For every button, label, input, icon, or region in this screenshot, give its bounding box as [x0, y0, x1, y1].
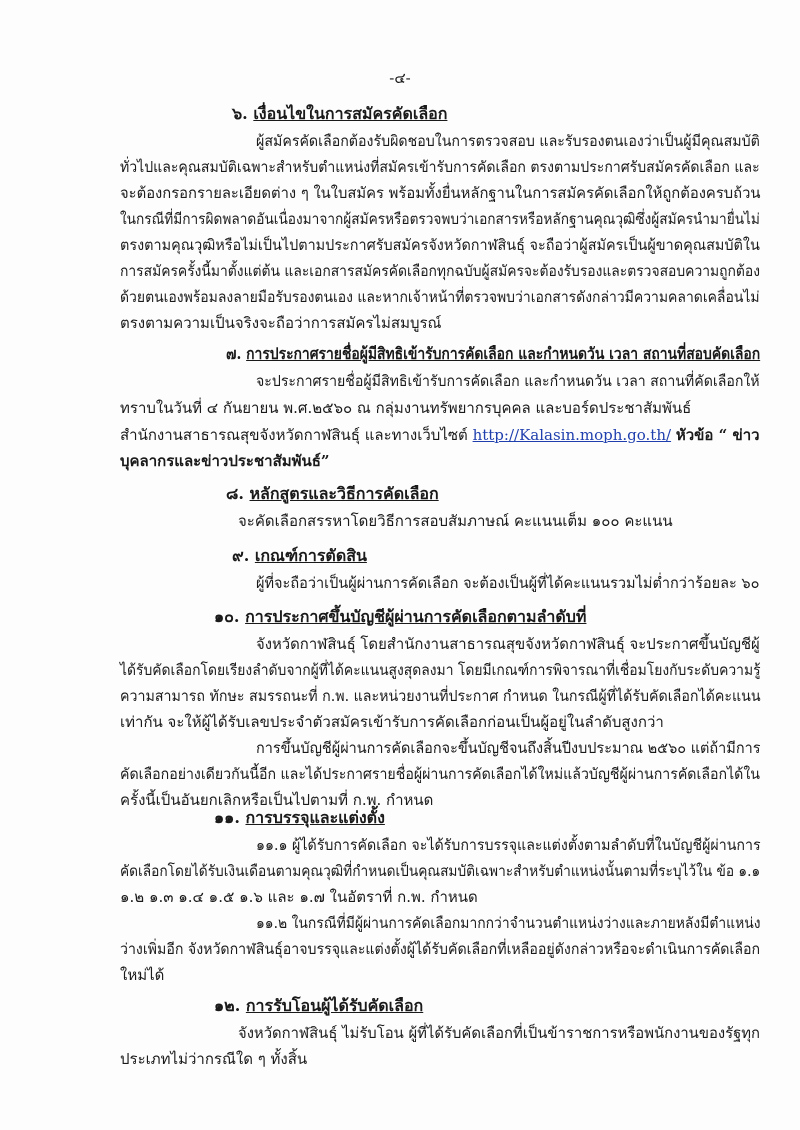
section-6-line: จะต้องกรอกรายละเอียดต่าง ๆ ในใบสมัคร พร้อมทั้งยื่นหลักฐานในการสมัครคัดเลือกให้ถูกต้องครบถ้วน	[120, 184, 761, 202]
section-7-topic-name: บุคลากรและข่าวประชาสัมพันธ์”	[120, 452, 330, 470]
section-11-line: ๑๑.๒ ในกรณีที่มีผู้ผ่านการคัดเลือกมากกว่าจำนวนตำแหน่งว่างและภายหลังมีตำแหน่ง	[256, 914, 761, 932]
section-10-line: การขึ้นบัญชีผู้ผ่านการคัดเลือกจะขึ้นบัญชีจนถึงสิ้นปีงบประมาณ ๒๕๖๐ แต่ถ้ามีการ	[256, 739, 761, 757]
section-8-heading	[226, 482, 439, 507]
section-12-title: การรับโอนผู้ได้รับคัดเลือก	[245, 996, 424, 1015]
section-10-line: เท่ากัน จะให้ผู้ได้รับเลขประจำตัวสมัครเข้ารับการคัดเลือกก่อนเป็นผู้อยู่ในลำดับสูงกว่า	[120, 713, 664, 731]
section-11-line: ๑.๒ ๑.๓ ๑.๔ ๑.๕ ๑.๖ และ ๑.๗ ในอัตราที่ ก.พ. กำหนด	[120, 888, 478, 906]
section-7-website-text: สำนักงานสาธารณสุขจังหวัดกาฬสินธุ์ และทางเว็บไซต์	[120, 426, 468, 444]
section-6-line: ตรงตามคุณวุฒิหรือไม่เป็นไปตามประกาศรับสมัครจังหวัดกาฬสินธุ์ จะถือว่าผู้สมัครเป็นผู้ขาดคุณสมบัติใน	[120, 236, 760, 254]
section-8-number: ๘.	[226, 484, 244, 503]
page-number: -๔-	[389, 69, 411, 87]
section-9-line: ผู้ที่จะถือว่าเป็นผู้ผ่านการคัดเลือก จะต้องเป็นผู้ที่ได้คะแนนรวมไม่ต่ำกว่าร้อยละ ๖๐	[256, 574, 760, 592]
section-7-line: จะประกาศรายชื่อผู้มีสิทธิเข้ารับการคัดเลือก และกำหนดวัน เวลา สถานที่คัดเลือกให้	[256, 372, 760, 390]
section-11-heading	[214, 806, 385, 831]
section-7-line: ทราบในวันที่ ๔ กันยายน พ.ศ.๒๕๖๐ ณ กลุ่มงานทรัพยากรบุคคล และบอร์ดประชาสัมพันธ์	[120, 399, 692, 417]
section-10-line: ได้รับคัดเลือกโดยเรียงลำดับจากผู้ที่ได้คะแนนสูงสุดลงมา โดยมีเกณฑ์การพิจารณาที่เชื่อมโยงกับระดับความรู้	[120, 661, 761, 679]
section-6-line: การสมัครครั้งนี้มาตั้งแต่ต้น และเอกสารสมัครคัดเลือกทุกฉบับผู้สมัครจะต้องรับรองและตรวจสอบความถูกต้อง	[120, 262, 761, 280]
section-11-line: ใหม่ได้	[120, 966, 165, 984]
section-10-number: ๑๐.	[214, 607, 240, 626]
section-6-line: ในกรณีที่มีการผิดพลาดอันเนื่องมาจากผู้สมัครหรือตรวจพบว่าเอกสารหรือหลักฐานคุณวุฒิซึ่งผู้สมัครนำมายื่นไม่	[120, 210, 760, 228]
section-6-line: ตรงตามความเป็นจริงจะถือว่าการสมัครไม่สมบูรณ์	[120, 314, 442, 332]
section-11-number: ๑๑.	[214, 808, 240, 827]
section-6-heading	[232, 102, 447, 127]
section-11-title: การบรรจุและแต่งตั้ง	[245, 808, 385, 827]
section-9-number: ๙.	[232, 546, 250, 565]
section-6-title: เงื่อนไขในการสมัครคัดเลือก	[253, 104, 448, 123]
section-12-heading	[214, 994, 423, 1019]
section-10-line: ความสามารถ ทักษะ สมรรถนะที่ ก.พ. และหน่วยงานที่ประกาศ กำหนด ในกรณีผู้ที่ได้รับคัดเลือกได้คะแนน	[120, 687, 761, 705]
section-6-line: ทั่วไปและคุณสมบัติเฉพาะสำหรับตำแหน่งที่สมัครเข้ารับการคัดเลือก ตรงตามประกาศรับสมัครคัดเลือก และ	[120, 158, 760, 176]
section-11-line: ๑๑.๑ ผู้ได้รับการคัดเลือก จะได้รับการบรรจุและแต่งตั้งตามลำดับที่ในบัญชีผู้ผ่านการ	[256, 836, 761, 854]
section-9-title: เกณฑ์การตัดสิน	[254, 546, 367, 565]
section-10-line: จังหวัดกาฬสินธุ์ โดยสำนักงานสาธารณสุขจังหวัดกาฬสินธุ์ จะประกาศขึ้นบัญชีผู้	[256, 635, 760, 653]
section-10-title: การประกาศขึ้นบัญชีผู้ผ่านการคัดเลือกตามลำดับที่	[245, 607, 587, 626]
section-11-line: ว่างเพิ่มอีก จังหวัดกาฬสินธุ์อาจบรรจุและแต่งตั้งผู้ได้รับคัดเลือกที่เหลืออยู่ดังกล่าวหรือจะดำเนินการคัดเลือก	[120, 940, 761, 958]
section-9-heading	[232, 544, 367, 569]
section-7-line	[120, 423, 760, 447]
section-10-heading	[214, 605, 586, 630]
section-8-title: หลักสูตรและวิธีการคัดเลือก	[249, 484, 439, 503]
section-10-line: คัดเลือกอย่างเดียวกันนี้อีก และได้ประกาศรายชื่อผู้ผ่านการคัดเลือกได้ใหม่แล้วบัญชีผู้ผ่านการคัดเลือกได้ใน	[120, 765, 760, 783]
section-7-number: ๗.	[226, 344, 242, 363]
section-12-number: ๑๒.	[214, 996, 241, 1015]
section-11-line: คัดเลือกโดยได้รับเงินเดือนตามคุณวุฒิที่กำหนดเป็นคุณสมบัติเฉพาะสำหรับตำแหน่งนั้นตามที่ระบุไว้ใน ข้อ ๑.๑	[120, 862, 761, 880]
section-7-title: การประกาศรายชื่อผู้มีสิทธิเข้ารับการคัดเลือก และกำหนดวัน เวลา สถานที่สอบคัดเลือก	[246, 344, 761, 363]
section-7-heading	[226, 342, 760, 367]
section-12-line: จังหวัดกาฬสินธุ์ ไม่รับโอน ผู้ที่ได้รับคัดเลือกที่เป็นข้าราชการหรือพนักงานของรัฐทุก	[238, 1024, 761, 1042]
section-10-line: ครั้งนี้เป็นอันยกเลิกหรือเป็นไปตามที่ ก.พ. กำหนด	[120, 791, 434, 809]
section-12-line: ประเภทไม่ว่ากรณีใด ๆ ทั้งสิ้น	[120, 1050, 308, 1068]
section-7-topic-text: หัวข้อ “ ข่าว	[675, 426, 760, 444]
section-6-line: ผู้สมัครคัดเลือกต้องรับผิดชอบในการตรวจสอบ และรับรองตนเองว่าเป็นผู้มีคุณสมบัติ	[256, 132, 760, 150]
section-6-number: ๖.	[232, 104, 248, 123]
section-6-line: ด้วยตนเองพร้อมลงลายมือรับรองตนเอง และหากเจ้าหน้าที่ตรวจพบว่าเอกสารดังกล่าวมีความคลาดเคลื่อนไม่	[120, 288, 760, 306]
section-8-line: จะคัดเลือกสรรหาโดยวิธีการสอบสัมภาษณ์ คะแนนเต็ม ๑๐๐ คะแนน	[238, 512, 673, 530]
website-link[interactable]: http://Kalasin.moph.go.th/	[472, 426, 672, 444]
